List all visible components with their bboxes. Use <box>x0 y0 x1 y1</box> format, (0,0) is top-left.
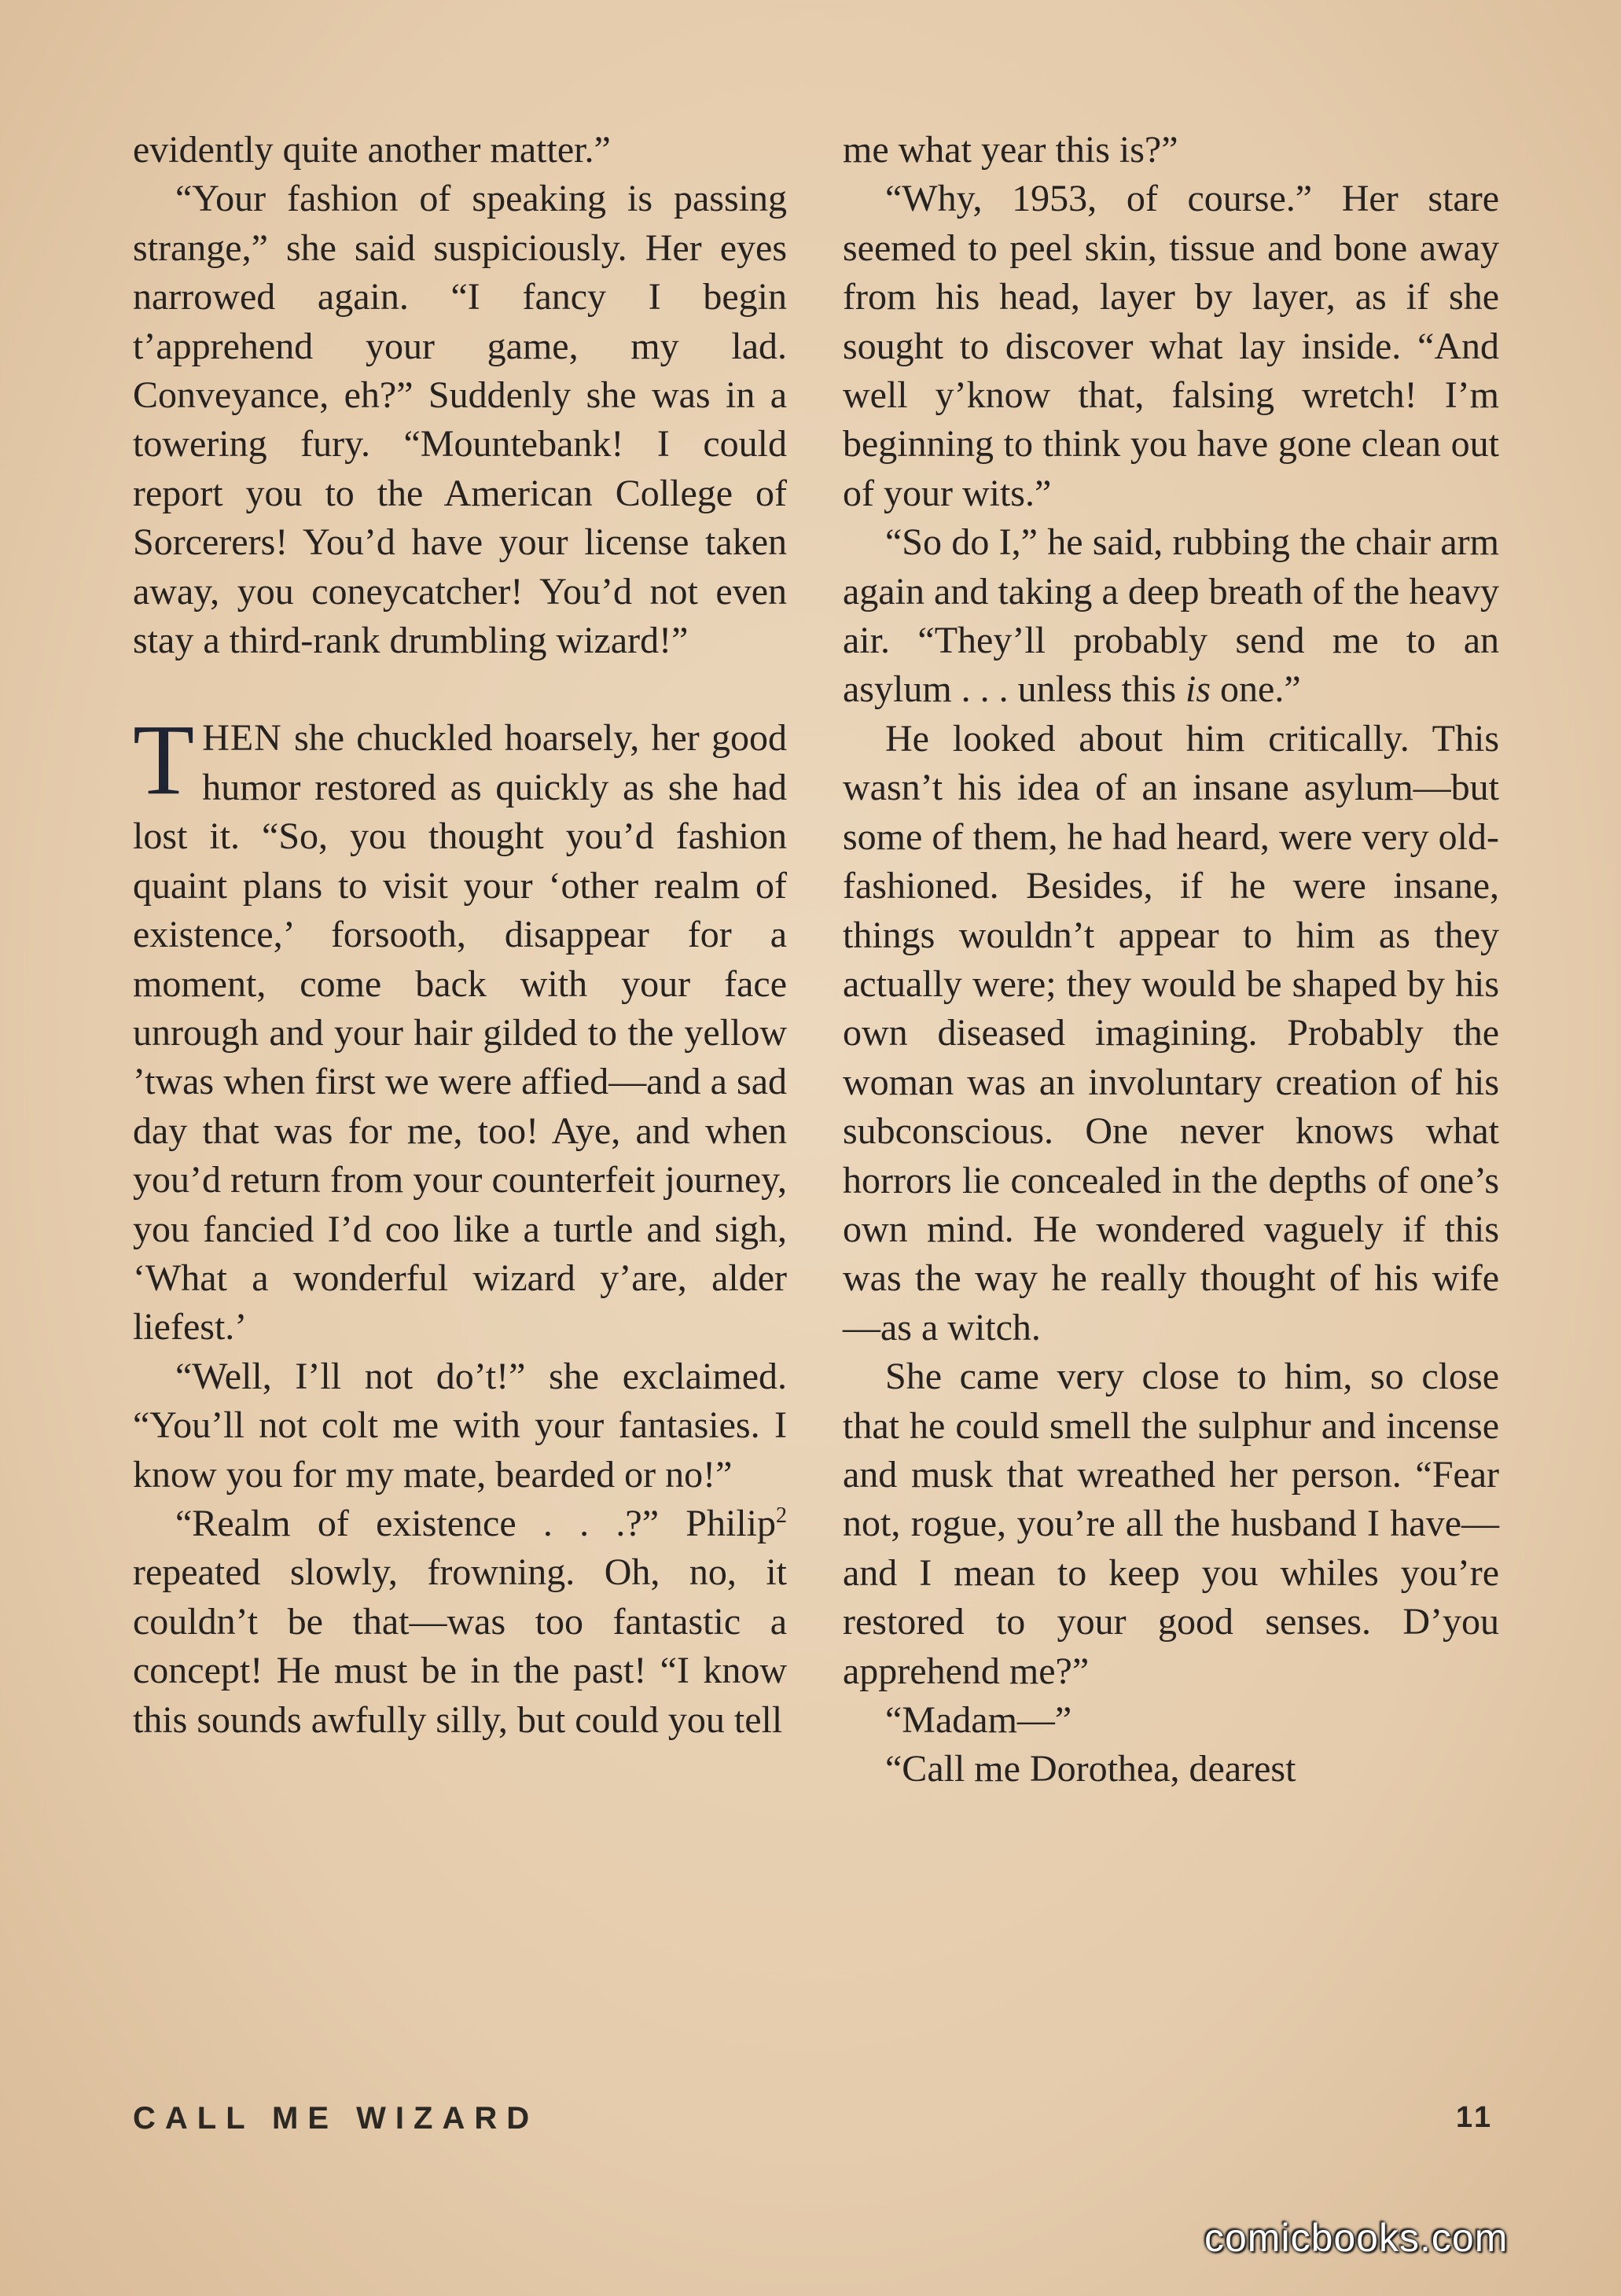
paragraph <box>133 1499 787 1745</box>
paragraph-text: “Realm of existence . . .?” Philip <box>175 1502 776 1544</box>
paragraph: “Your fashion of speaking is passing strange,” she said suspiciously. Her eyes narrowed again. “I fancy I begin t’apprehend your game, my lad. Conveyance, eh?” Suddenly she was in a towering fury. “Mountebank! I could report you to the American College of Sorcerers! You’d have your license taken away, you coneycatcher! You’d not even stay a third-rank drumbling wizard!” <box>133 178 787 662</box>
paragraph-with-dropcap <box>133 704 787 1352</box>
drop-cap: T <box>133 704 195 816</box>
small-caps-lead: HEN <box>202 717 282 760</box>
emphasis: is <box>1185 668 1211 711</box>
footnote-marker: 2 <box>776 1503 787 1528</box>
paragraph: “Why, 1953, of course.” Her stare seemed to peel skin, tissue and bone away from his head, layer by layer, as if she sought to discover what lay inside. “And well y’know that, falsing wretch! I’m beginning to think you have gone clean out of your wits.” <box>843 178 1499 514</box>
right-column <box>843 126 1499 1794</box>
left-column <box>133 126 787 1745</box>
paragraph: “Madam—” <box>885 1699 1072 1741</box>
paragraph: “Well, I’ll not do’t!” she exclaimed. “You’ll not colt me with your fantasies. I know you for my mate, bearded or no!” <box>133 1355 787 1496</box>
paragraph-text: one.” <box>1211 668 1301 711</box>
paragraph: me what year this is?” <box>843 129 1178 171</box>
page-number: 11 <box>1456 2101 1494 2134</box>
paragraph-text: she chuckled hoarsely, her good humor restored as quickly as she had lost it. “So, you thought you’d fashion quaint plans to visit your ‘other realm of existence,’ forsooth, disappear for a moment, come back with your face unrough and your hair gilded to the yellow ’twas when first we were affied—and a sad day that was for me, too! Aye, and when you’d return from your counterfeit journey, you fancied I’d coo like a turtle and sigh, ‘What a wonderful wizard y’are, alder liefest.’ <box>133 717 787 1349</box>
paragraph: She came very close to him, so close that he could smell the sulphur and incense and musk that wreathed her person. “Fear not, rogue, you’re all the husband I have—and I mean to keep you whiles you’re restored to your good senses. D’you apprehend me?” <box>843 1356 1499 1692</box>
paragraph: “Call me Dorothea, dearest <box>885 1748 1296 1790</box>
watermark-logo: comicbooks.com <box>1204 2216 1509 2260</box>
paragraph-text: “So do I,” he said, rubbing the chair arm again and taking a deep breath of the heavy air. “They’ll probably send me to an asylum . . . unless this <box>843 521 1499 711</box>
paragraph: He looked about him critically. This wasn’t his idea of an insane asylum—but some of them, he had heard, were very old-fashioned. Besides, if he were insane, things wouldn’t appear to him as they actually were; they would be shaped by his own diseased imagining. Probably the woman was an involuntary creation of his subconscious. One never knows what horrors lie concealed in the depths of one’s own mind. He wondered vaguely if this was the way he really thought of his wife —as a witch. <box>843 717 1499 1349</box>
paragraph: evidently quite another matter.” <box>133 129 611 171</box>
paragraph-text: repeated slowly, frowning. Oh, no, it couldn’t be that—was too fantastic a concept! He must be in the past! “I know this sounds awfully silly, but could you tell <box>133 1551 787 1741</box>
paragraph <box>843 518 1499 715</box>
running-title: CALL ME WIZARD <box>133 2101 539 2136</box>
